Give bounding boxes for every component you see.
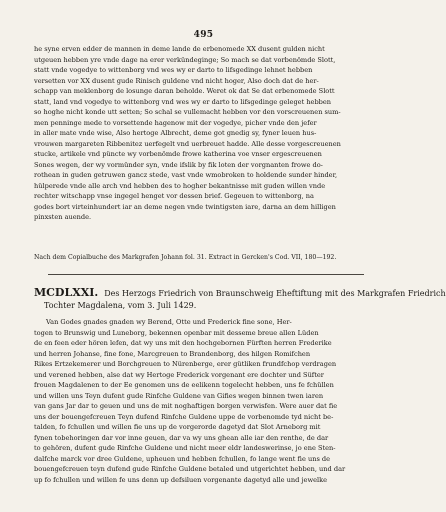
text-line: utgeuen hebben yre vnde dage na erer verkündeginge; So mach se dat vorbenömde Slott, <box>34 55 336 64</box>
text-line: pinxsten auende. <box>34 213 92 221</box>
source-citation: Nach dem Copialbuche des Markgrafen Johann fol. 31. Extract in Gercken's Cod. VII, 180—192. <box>34 254 337 261</box>
text-line: und willen uns Teyn dufent gude Rinfche Guldene van Gifies wegen binnen twen iaren <box>34 391 324 400</box>
text-line: Rikes Ertzekemerer und Borchgreuen to Nürenberge, erer gütliken frundfchop verdragen <box>34 360 337 368</box>
text-line: godes bort virteinhundert iar an deme negen vnde twintigsten iare, darna an dem hilligen <box>34 202 336 211</box>
text-line: bouengefcreuen teyn dufend gude Rinfche Guldene betaled und utgerichtet hebben, und dar <box>34 465 346 473</box>
text-line: vrouwen margareten Ribbenitez uerfegelt vnd uerbreuet hadde. Alle desse vorgescreuenen <box>34 139 341 148</box>
text-line: up fo fchullen und willen fe uns denn up defsiluen vorgenante dagetyd alle und jewelke <box>34 475 327 484</box>
text-line: togen to Brunswig und Luneborg, bekennen openbar mit desseme breue allen Lüden <box>34 328 319 337</box>
page-number: 495 <box>193 30 214 40</box>
text-line: dalfche marck vor dree Guldene, upheuen und hebben fchullen, fo lange went fie uns de <box>34 454 331 463</box>
text-line: schapp van meklenborg de losunge daran beholde. Weret ok dat Se dat erbenomede Slott <box>34 87 335 95</box>
text-line: he syne erven edder de mannen in deme lande de erbenomede XX dusent gulden nicht <box>34 45 325 53</box>
document-number: MCDLXXI. <box>34 286 99 299</box>
document-heading <box>34 286 446 312</box>
text-line: rothean in guden getruwen gancz stede, vast vnde wmobroken to holdende sunder hinder, <box>34 171 338 179</box>
text-line: to gehören, dufent gude Rinfche Guldene und nicht meer eldr landeswerinse, jo ene Sten- <box>34 444 336 452</box>
text-line: Van Godes gnades gnaden wy Berend, Otte und Frederick fine sone, Her- <box>46 318 292 326</box>
section-divider <box>48 274 364 275</box>
text-line: uns der bouengefcreuen Teyn dufend Rinfche Guldene uppe de vorbenomde tyd nicht be- <box>34 412 334 421</box>
text-line: de en feen eder hören lefen, dat wy uns mit den hochgebornen Fürften herren Frederike <box>34 339 332 347</box>
text-line: talden, fo fchullen und willen fie uns up de vorgerorde dagetyd dat Slot Arneborg mit <box>34 423 321 431</box>
body-paragraph <box>34 317 386 485</box>
document-title-1: Des Herzogs Friedrich von Braunschweig Eheftiftung mit des Markgrafen Friedrich <box>104 289 446 298</box>
text-line: Sones wegen, der wy vormünder syn, vnde ifslik by fik loten der vorgnanten frowe do- <box>34 160 323 169</box>
text-line: so hoghe nicht konde utt setten; So schal se vullemacht hebben vor den vorscreuenen sum- <box>34 108 341 116</box>
text-line: in aller mate vnde wise, Also hertoge Albrecht, deme got gnedig sy, fyner leuen hus- <box>34 129 317 137</box>
text-line: hülperede vnde alle arch vnd hebben des to hogher bekantnisse mit guden willen vnde <box>34 181 326 190</box>
text-line: rechter witschapp vnse ingegel henget vor dessen brief. Gegeuen to wittenborg, na <box>34 192 314 200</box>
text-line: statt, land vnd vogedye to wittenborg vnd wes wy er darto to lifsgedinge geleget hebben <box>34 97 332 106</box>
top-paragraph <box>34 44 386 223</box>
text-line: versetten vor XX dusent gude Rinisch guldene vnd nicht hoger, Also doch dat de her- <box>34 76 319 85</box>
text-line: stucke, artikele vnd püncte wy vorbenömde frowe katherina voe vnser ergescreuenen <box>34 150 322 158</box>
text-line: und verened hebben, alse dat wy Hertoge Frederick vorgenant ere dochter und Süfter <box>34 370 324 379</box>
heading-line-1 <box>34 286 446 300</box>
text-line: statt vnde vogedye to wittenborg vnd wes wy er darto to lifsgedinge lehnet hebben <box>34 66 313 74</box>
text-line: frouen Magdalenen to der Ee genomen uns de eelikenn togelecht hebben, uns fe fchüllen <box>34 381 334 389</box>
text-line: fynen tobehoringen dar vor inne geuen, dar va wy uns ghean alle iar den renthe, de dar <box>34 433 329 442</box>
text-line: van gans Jar dar to geuen und uns de mit noghaftigen borgen verwisfen. Were auer dat fie <box>34 402 338 410</box>
text-line: men penninge mede to vorsettende hagenow mit der vogedye, picher vnde den jefer <box>34 118 317 127</box>
document-title-2: Tochter Magdalena, vom 3. Juli 1429. <box>44 301 197 310</box>
text-line: und herren Johanse, fine fone, Marcgreuen to Brandenborg, des hilgen Romifchen <box>34 349 311 358</box>
